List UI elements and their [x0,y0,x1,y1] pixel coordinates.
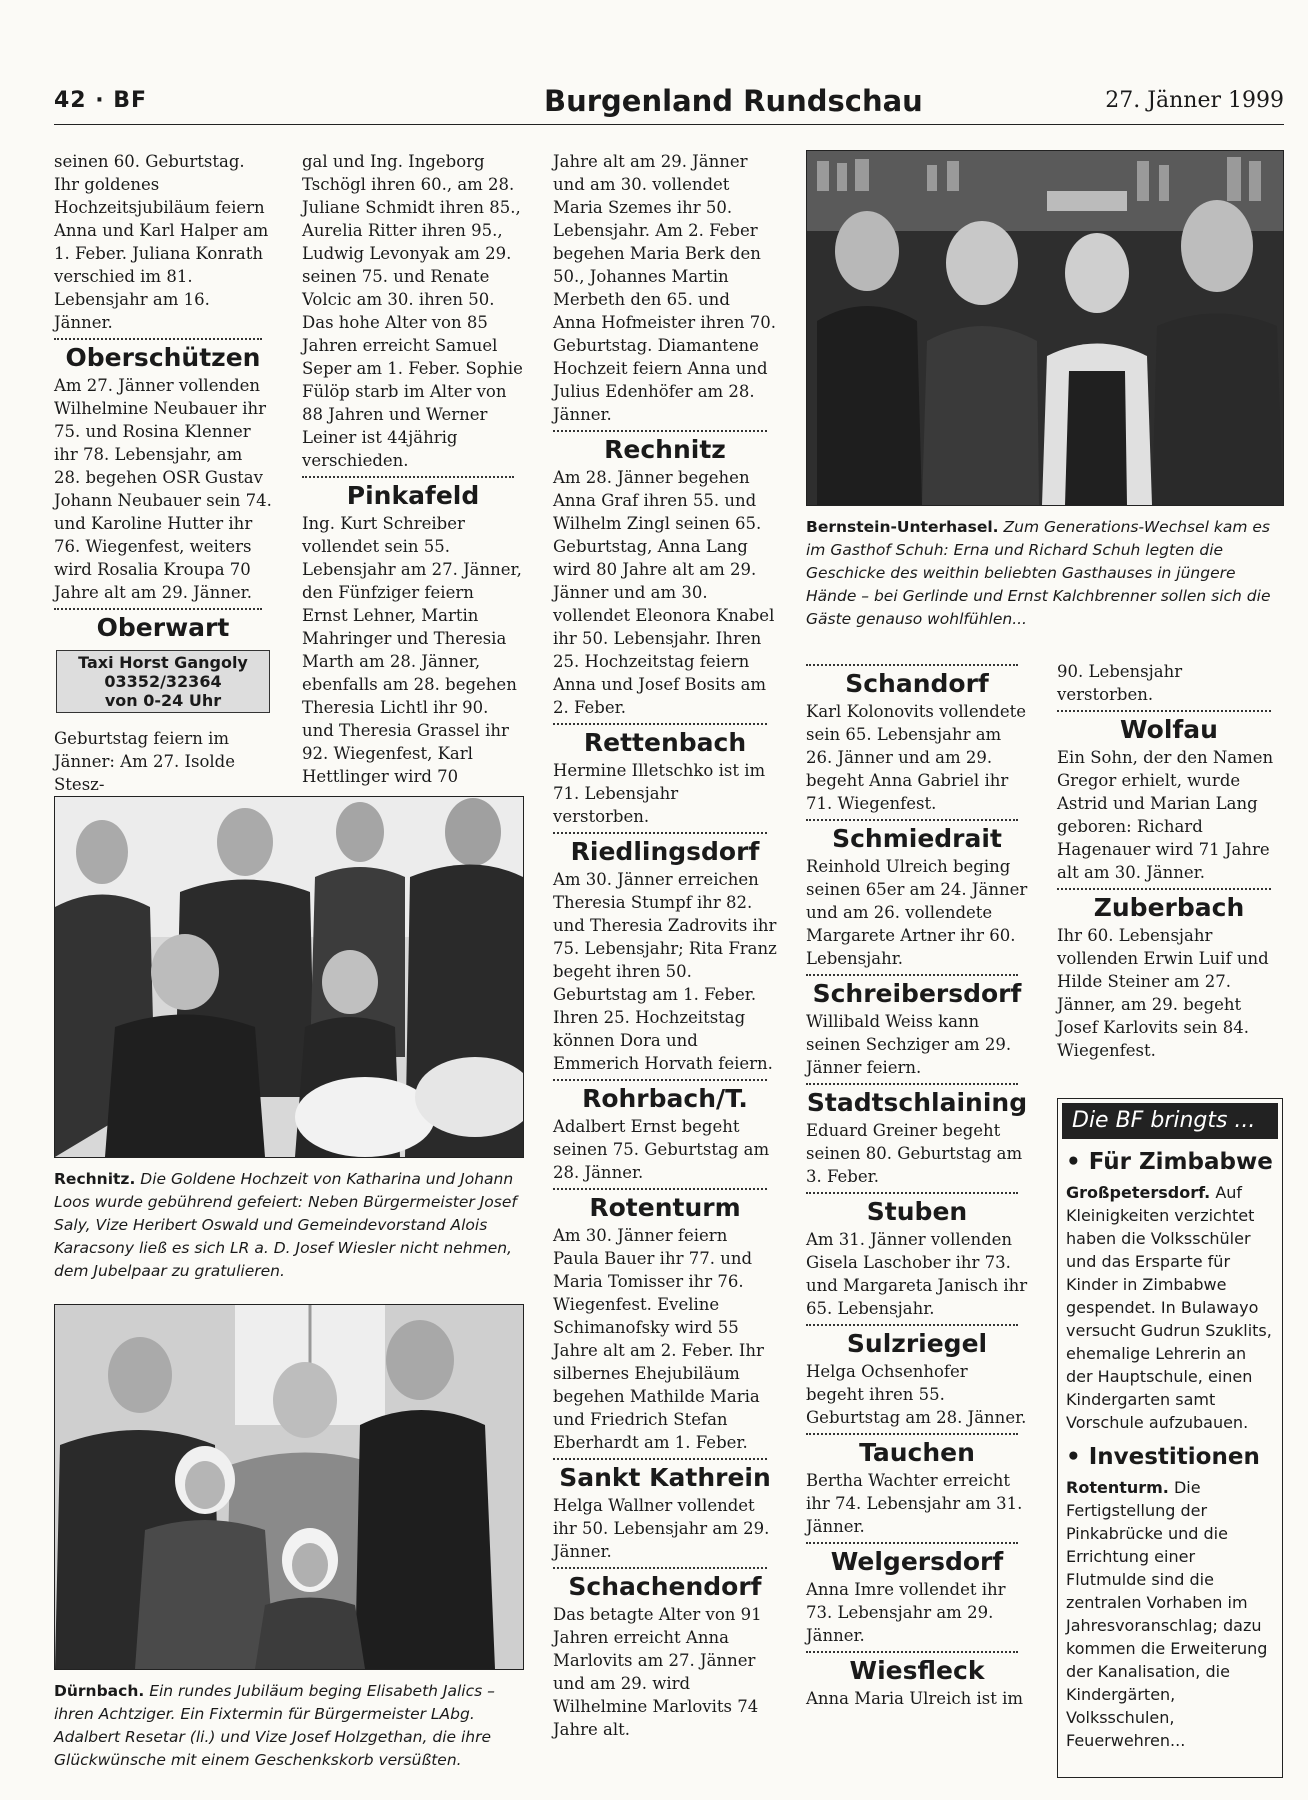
bf-item2-place: Rotenturm. [1066,1478,1169,1497]
bf-item2-body: Die Fertigstellung der Pinkabrücke und die Errichtung einer Flutmulde sind die zentralen Vorhaben im Jahresvoranschlag; dazu kommen die Erweiterung der Kanalisation, die Kindergärten, Volksschulen, Feuerwehren... [1066,1478,1268,1750]
caption-bernstein-place: Bernstein-Unterhasel. [806,518,999,536]
text-stadtschlaining: Eduard Greiner begeht seinen 80. Geburtstag am 3. Feber. [806,1121,1023,1186]
taxi-ad-hours: von 0-24 Uhr [104,691,222,710]
column-1 [54,150,272,796]
caption-duernbach [54,1680,522,1772]
divider [806,819,1018,821]
heading-sankt-kathrein: Sankt Kathrein [559,1463,771,1492]
text-rechnitz: Am 28. Jänner begehen Anna Graf ihren 55. und Wilhelm Zingl seinen 65. Geburtstag, Anna Lang wird 80 Jahre alt am 29. Jänner und am 30. vollendet Eleonora Knabel ihr 50. Lebensjahr. Ihren 25. Hochzeitstag feiern Anna und Josef Bosits am 2. Feber. [553,468,775,717]
heading-rettenbach: Rettenbach [583,728,747,757]
divider [806,974,1018,976]
heading-stadtschlaining: Stadtschlaining [806,1088,1028,1117]
col3-intro: Jahre alt am 29. Jänner und am 30. vollendet Maria Szemes ihr 50. Lebensjahr. Am 2. Feber begehen Maria Berk den 50., Johannes Martin Merbeth den 65. und Anna Hofmeister ihren 70. Geburtstag. Diamantene Hochzeit feiern Anna und Julius Edenhöfer am 28. Jänner. [553,152,777,424]
divider [1057,888,1271,890]
heading-rohrbach: Rohrbach/T. [582,1084,748,1113]
text-riedlingsdorf: Am 30. Jänner erreichen Theresia Stumpf ihr 82. und Theresia Zadrovits ihr 75. Lebensjahr; Rita Franz begeht ihren 50. Geburtstag am 1. Feber. Ihren 25. Hochzeitstag können Dora und Emmerich Horvath feiern. [553,870,777,1073]
page-label: 42 · BF [54,88,148,113]
caption-bernstein-text: Zum Generations-Wechsel kam es im Gasthof Schuh: Erna und Richard Schuh legten die Geschicke des weithin beliebten Gasthauses in jüngere Hände – bei Gerlinde und Ernst Kalchbrenner sollen sich die Gäste genauso wohlfühlen... [806,518,1271,628]
text-zuberbach: Ihr 60. Lebensjahr vollenden Erwin Luif und Hilde Steiner am 27. Jänner, am 29. begeht Josef Karlovits sein 84. Wiegenfest. [1057,926,1269,1060]
caption-duernbach-text: Ein rundes Jubiläum beging Elisabeth Jalics – ihren Achtziger. Ein Fixtermin für Bürgermeister LAbg. Adalbert Resetar (li.) und Vize Josef Holzgethan, die ihre Glückwünsche mit einem Geschenkskorb versüßten. [54,1682,495,1769]
divider [553,1458,767,1460]
bf-bringts-box [1057,1098,1283,1778]
divider [302,476,514,478]
col5-intro: 90. Lebensjahr verstorben. [1057,662,1183,704]
text-welgersdorf: Anna Imre vollendet ihr 73. Lebensjahr am 29. Jänner. [806,1580,1006,1645]
bf-item2-text [1066,1476,1276,1752]
heading-stuben: Stuben [866,1197,968,1226]
heading-zuberbach: Zuberbach [1093,893,1245,922]
text-wolfau: Ein Sohn, der den Namen Gregor erhielt, wurde Astrid und Marian Lang geboren: Richard Hagenauer wird 71 Jahre alt am 30. Jänner. [1057,748,1274,882]
divider [806,664,1018,666]
photo-rechnitz [54,796,524,1158]
caption-rechnitz [54,1168,522,1283]
photo-bernstein-unterhasel [806,150,1284,506]
divider [806,1433,1018,1435]
heading-pinkafeld: Pinkafeld [346,481,480,510]
divider [806,1542,1018,1544]
column-5 [1057,660,1281,1062]
heading-sulzriegel: Sulzriegel [846,1329,988,1358]
text-schandorf: Karl Kolonovits vollendete sein 65. Lebensjahr am 26. Jänner und am 29. begeht Anna Gabriel ihr 71. Wiegenfest. [806,702,1027,813]
issue-date: 27. Jänner 1999 [1105,88,1284,113]
col2-intro: gal und Ing. Ingeborg Tschögl ihren 60., am 28. Juliane Schmidt ihren 85., Aurelia Ritter ihren 95., Ludwig Levonyak am 29. seinen 75. und Renate Volcic am 30. ihren 50. Das hohe Alter von 85 Jahren erreicht Samuel Seper am 1. Feber. Sophie Fülöp starb im Alter von 88 Jahren und Werner Leiner ist 44jährig verschieden. [302,152,523,470]
bf-item1-body: Auf Kleinigkeiten verzichtet haben die Volksschüler und das Ersparte für Kinder in Zimbabwe gespendet. In Bulawayo versucht Gudrun Szuklits, ehemalige Lehrerin an der Hauptschule, einen Kindergarten samt Vorschule aufzubauen. [1066,1183,1272,1432]
page-header [54,84,1284,125]
divider [553,832,767,834]
caption-bernstein [806,516,1284,631]
heading-tauchen: Tauchen [859,1438,975,1467]
bf-box-title: Die BF bringts ... [1062,1103,1278,1139]
caption-rechnitz-text: Die Goldene Hochzeit von Katharina und Johann Loos wurde gebührend gefeiert: Neben Bürgermeister Josef Saly, Vize Heribert Oswald und Gemeindevorstand Alois Karacsony ließ es sich LR a. D. Josef Wiesler nicht nehmen, dem Jubelpaar zu gratulieren. [54,1170,517,1280]
text-rotenturm: Am 30. Jänner feiern Paula Bauer ihr 77. und Maria Tomisser ihr 76. Wiegenfest. Eveline Schimanofsky wird 55 Jahre alt am 2. Feber. Ihr silbernes Ehejubiläum begehen Mathilde Maria und Friedrich Stefan Eberhardt am 1. Feber. [553,1226,764,1452]
caption-rechnitz-place: Rechnitz. [54,1170,136,1188]
divider [553,430,767,432]
text-schmiedrait: Reinhold Ulreich beging seinen 65er am 24. Jänner und am 26. vollendete Margarete Artner ihr 60. Lebensjahr. [806,857,1028,968]
text-sulzriegel: Helga Ochsenhofer begeht ihren 55. Geburtstag am 28. Jänner. [806,1362,1027,1427]
text-oberschuetzen: Am 27. Jänner vollenden Wilhelmine Neubauer ihr 75. und Rosina Klenner ihr 78. Lebensjahr, am 28. begehen OSR Gustav Johann Neubauer sein 74. und Karoline Hutter ihr 76. Wiegenfest, weiters wird Rosalia Kroupa 70 Jahre alt am 29. Jänner. [54,376,272,602]
bf-item1-text [1066,1181,1276,1434]
text-tauchen: Bertha Wachter erreicht ihr 74. Lebensjahr am 31. Jänner. [806,1471,1023,1536]
heading-rechnitz: Rechnitz [604,435,726,464]
column-3 [553,150,777,1741]
newspaper-title: Burgenland Rundschau [544,84,923,118]
col1-intro: seinen 60. Geburtstag. Ihr goldenes Hochzeitsjubiläum feiern Anna und Karl Halper am 1. Feber. Juliana Konrath verschied im 81. Lebensjahr am 16. Jänner. [54,152,269,332]
divider [553,723,767,725]
divider [806,1192,1018,1194]
photo-bernstein-image [807,151,1283,505]
divider [54,338,262,340]
heading-welgersdorf: Welgersdorf [830,1547,1004,1576]
taxi-ad [56,650,270,713]
divider [553,1188,767,1190]
text-rohrbach: Adalbert Ernst begeht seinen 75. Geburtstag am 28. Jänner. [553,1117,770,1182]
divider [1057,710,1271,712]
photo-duernbach [54,1304,524,1670]
text-stuben: Am 31. Jänner vollenden Gisela Laschober ihr 73. und Margareta Janisch ihr 65. Lebensjahr. [806,1230,1028,1318]
text-pinkafeld: Ing. Kurt Schreiber vollendet sein 55. Lebensjahr am 27. Jänner, den Fünfziger feiern Ernst Lehner, Martin Mahringer und Theresia Marth am 28. Jänner, ebenfalls am 28. begehen Theresia Lichtl ihr 90. und Theresia Grassel ihr 92. Wiegenfest, Karl Hettlinger wird 70 [302,514,522,786]
text-schachendorf: Das betagte Alter von 91 Jahren erreicht Anna Marlovits am 27. Jänner und am 29. wird Wilhelmine Marlovits 74 Jahre alt. [553,1605,762,1739]
heading-riedlingsdorf: Riedlingsdorf [570,837,760,866]
photo-rechnitz-image [55,797,523,1157]
divider [806,1651,1018,1653]
heading-rotenturm: Rotenturm [589,1193,741,1222]
column-4 [806,660,1028,1710]
heading-wiesfleck: Wiesfleck [849,1656,985,1685]
heading-schachendorf: Schachendorf [568,1572,762,1601]
text-rettenbach: Hermine Illetschko ist im 71. Lebensjahr verstorben. [553,761,766,826]
bf-item1-heading: • Für Zimbabwe [1066,1149,1273,1175]
taxi-ad-name: Taxi Horst Gangoly [78,653,248,672]
text-sankt-kathrein: Helga Wallner vollendet ihr 50. Lebensjahr am 29. Jänner. [553,1496,770,1561]
caption-duernbach-place: Dürnbach. [54,1682,145,1700]
photo-duernbach-image [55,1305,523,1669]
heading-oberwart: Oberwart [96,613,230,642]
divider [806,1083,1018,1085]
heading-schreibersdorf: Schreibersdorf [812,979,1022,1008]
divider [553,1567,767,1569]
heading-schmiedrait: Schmiedrait [832,824,1002,853]
bf-item1-place: Großpetersdorf. [1066,1183,1211,1202]
heading-schandorf: Schandorf [845,669,989,698]
text-wiesfleck: Anna Maria Ulreich ist im [806,1689,1023,1708]
text-oberwart: Geburtstag feiern im Jänner: Am 27. Isolde Stesz- [54,729,235,794]
text-schreibersdorf: Willibald Weiss kann seinen Sechziger am 29. Jänner feiern. [806,1012,1012,1077]
divider [553,1079,767,1081]
heading-oberschuetzen: Oberschützen [65,343,261,372]
divider [54,608,262,610]
taxi-ad-phone: 03352/32364 [104,672,222,691]
heading-wolfau: Wolfau [1120,715,1218,744]
divider [806,1324,1018,1326]
bf-item2-heading: • Investitionen [1066,1444,1260,1470]
column-2 [302,150,524,788]
